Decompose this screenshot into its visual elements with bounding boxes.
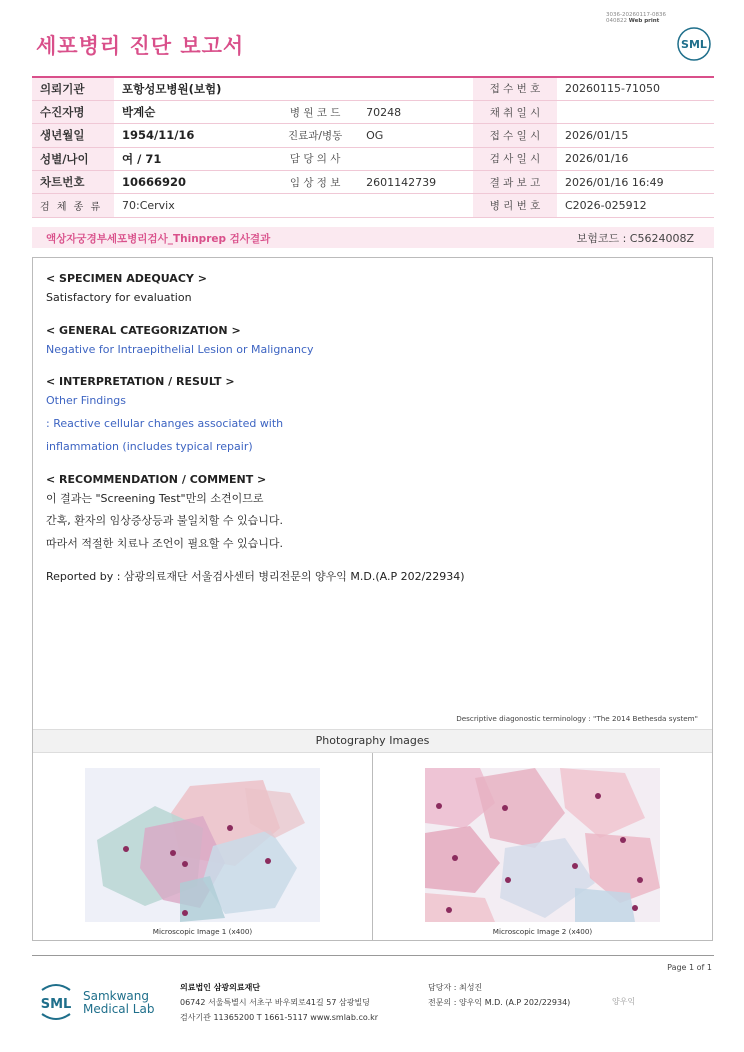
reported-by: Reported by : 삼광의료재단 서울검사센터 병리전문의 양우익 M.D.(A.P 202/22934) (46, 569, 465, 583)
info-value: 여 / 71 (114, 147, 272, 170)
print-id (606, 12, 666, 24)
org-name: 의료법인 삼광의료재단 (180, 983, 261, 992)
insurance-code: 보험코드 : C5624008Z (576, 232, 694, 245)
info-label: 검 사 일 시 (473, 147, 557, 170)
adequacy-text: Satisfactory for evaluation (46, 291, 192, 304)
brand-line-2: Medical Lab (83, 1002, 155, 1016)
sml-footer-logo-icon (36, 980, 76, 1024)
info-value: 2601142739 (358, 171, 473, 194)
org-address: 06742 서울특별시 서초구 바우뫼로41길 57 삼광빌딩 (180, 998, 370, 1007)
info-label: 병 원 코 드 (272, 100, 358, 123)
result-box (32, 257, 713, 941)
print-id-line2: 040822 (606, 18, 628, 24)
info-label (272, 194, 358, 217)
info-row (32, 171, 714, 194)
microscopic-image-1 (85, 768, 320, 922)
info-row (32, 77, 714, 100)
sml-logo-icon (676, 26, 712, 62)
info-label: 의뢰기관 (32, 77, 114, 100)
footer-brand (83, 990, 154, 1016)
interpretation-line-1: Other Findings (46, 394, 127, 408)
svg-text:SML: SML (681, 38, 707, 51)
footer-divider (32, 955, 714, 956)
staff-in-charge: 담당자 : 최성진 (428, 983, 483, 992)
info-value: 70248 (358, 100, 473, 123)
photo-heading: Photography Images (33, 729, 712, 753)
result-content (46, 271, 686, 588)
info-value: 2026/01/16 16:49 (557, 171, 714, 194)
info-label: 수진자명 (32, 100, 114, 123)
staff-pathologist: 전문의 : 양우익 M.D. (A.P 202/22934) (428, 998, 571, 1007)
info-value: 2026/01/15 (557, 124, 714, 147)
footer-staff (428, 980, 570, 1010)
recommendation-line-2: 간혹, 환자의 임상증상등과 불일치할 수 있습니다. (46, 514, 283, 528)
info-label: 접 수 번 호 (473, 77, 557, 100)
print-mode: Web print (628, 18, 660, 24)
info-label: 임 상 정 보 (272, 171, 358, 194)
general-heading: < GENERAL CATEGORIZATION > (46, 323, 241, 337)
info-label: 결 과 보 고 (473, 171, 557, 194)
bethesda-note: Descriptive diagonostic terminology : "The 2014 Bethesda system" (456, 714, 698, 723)
info-label: 담 당 의 사 (272, 147, 358, 170)
info-value: 2026/01/16 (557, 147, 714, 170)
info-label: 채 취 일 시 (473, 100, 557, 123)
exam-bar (32, 227, 714, 248)
info-value (557, 100, 714, 123)
adequacy-heading: < SPECIMEN ADEQUACY > (46, 272, 207, 285)
interpretation-line-2: : Reactive cellular changes associated with (46, 417, 284, 431)
info-value (358, 77, 473, 100)
info-label: 접 수 일 시 (473, 124, 557, 147)
info-row (32, 147, 714, 170)
info-label (272, 77, 358, 100)
svg-text:SML: SML (40, 997, 72, 1012)
info-value: OG (358, 124, 473, 147)
info-label: 차트번호 (32, 171, 114, 194)
info-row (32, 100, 714, 123)
info-label: 병 리 번 호 (473, 194, 557, 217)
info-value: 10666920 (114, 171, 272, 194)
image-2-caption: Microscopic Image 2 (x400) (492, 927, 593, 936)
report-title: 세포병리 진단 보고서 (36, 34, 245, 58)
interpretation-line-3: inflammation (includes typical repair) (46, 439, 253, 453)
photo-divider (372, 753, 373, 941)
page-number: Page 1 of 1 (667, 963, 712, 972)
info-value: 포항성모병원(보험) (114, 77, 272, 100)
footer-organization (180, 980, 378, 1025)
info-label: 성별/나이 (32, 147, 114, 170)
info-row (32, 124, 714, 147)
info-value: 70:Cervix (114, 194, 272, 217)
info-label: 검 체 종 류 (32, 194, 114, 217)
signature: 양우익 (612, 997, 636, 1006)
brand-line-1: Samkwang (83, 989, 149, 1003)
patient-info-table (32, 76, 714, 218)
recommendation-line-1: 이 결과는 "Screening Test"만의 소견이므로 (46, 491, 264, 505)
recommendation-heading: < RECOMMENDATION / COMMENT > (46, 472, 267, 486)
microscopic-image-2 (425, 768, 660, 922)
info-label: 진료과/병동 (272, 124, 358, 147)
info-row (32, 194, 714, 217)
interpretation-heading: < INTERPRETATION / RESULT > (46, 375, 235, 389)
org-contact: 검사기관 11365200 T 1661-5117 www.smlab.co.kr (180, 1013, 379, 1022)
image-1-caption: Microscopic Image 1 (x400) (152, 927, 253, 936)
info-value: 20260115-71050 (557, 77, 714, 100)
exam-name: 액상자궁경부세포병리검사_Thinprep 검사결과 (46, 233, 271, 245)
info-value: 박계순 (114, 100, 272, 123)
info-value (358, 194, 473, 217)
print-id-line1: 3036-20260117-0836 (606, 12, 666, 18)
info-value: 1954/11/16 (114, 124, 272, 147)
info-label: 생년월일 (32, 124, 114, 147)
info-value: C2026-025912 (557, 194, 714, 217)
general-text: Negative for Intraepithelial Lesion or Malignancy (46, 342, 314, 356)
recommendation-line-3: 따라서 적절한 치료나 조언이 필요할 수 있습니다. (46, 536, 283, 550)
info-value (358, 147, 473, 170)
